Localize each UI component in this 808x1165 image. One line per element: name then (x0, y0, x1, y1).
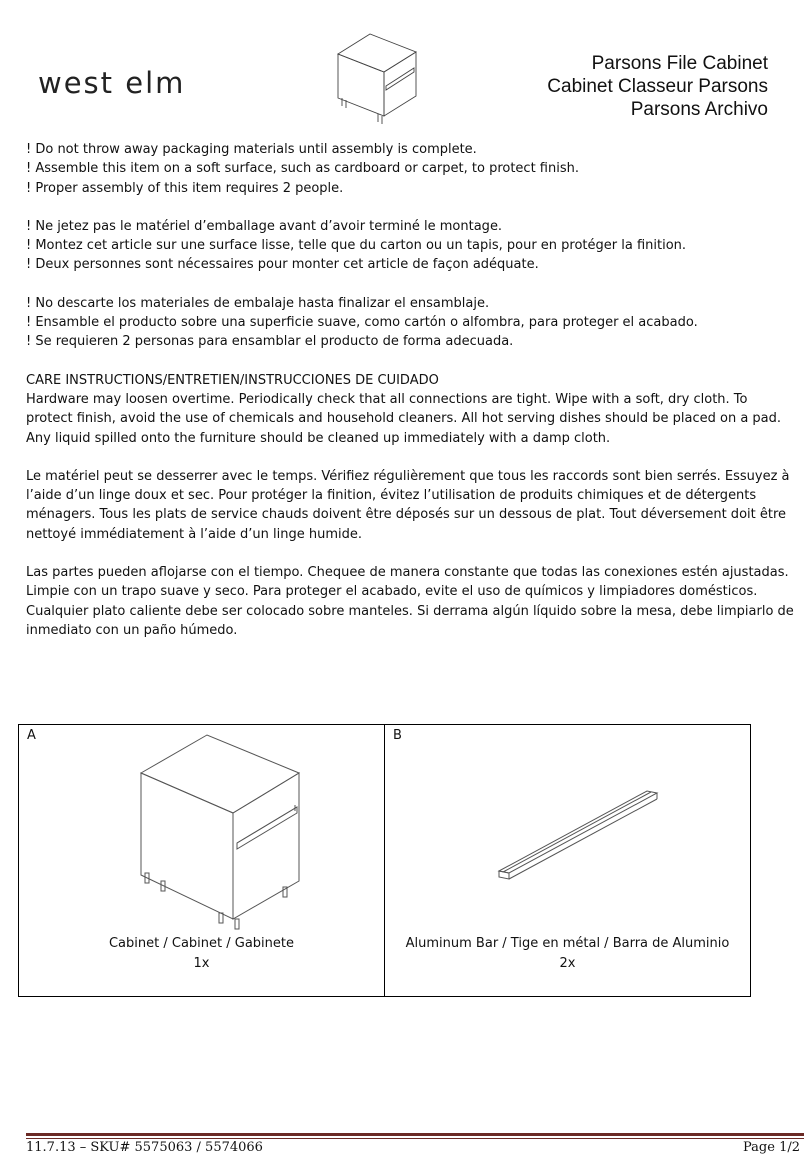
aluminum-bar-icon (493, 785, 663, 885)
care-english (26, 390, 782, 448)
care-spanish (26, 563, 794, 640)
care-line: Las partes pueden aflojarse con el tiempo. Chequee de manera constante que todas las conexiones estén ajustadas. (26, 565, 789, 581)
part-name: Cabinet / Cabinet / Gabinete (108, 936, 294, 951)
warning-line: ! Montez cet article sur une surface lisse, telle que du carton ou un tapis, pour en protéger la finition. (26, 238, 687, 254)
warning-line: ! Proper assembly of this item requires 2 people. (26, 180, 344, 196)
page-number: Page 1/2 (743, 1140, 800, 1155)
part-letter: B (393, 728, 402, 743)
brand-logo: west elm (38, 66, 186, 100)
warning-line: ! Assemble this item on a soft surface, such as cardboard or carpet, to protect finish. (26, 161, 579, 177)
care-line: Any liquid spilled onto the furniture should be cleaned up immediately with a damp cloth. (26, 430, 611, 446)
care-line: inmediato con un paño húmedo. (26, 622, 238, 638)
care-heading: CARE INSTRUCTIONS/ENTRETIEN/INSTRUCCIONES DE CUIDADO (26, 372, 439, 388)
care-line: protect finish, avoid the use of chemicals and household cleaners. All hot serving dishes should be placed on a pad. (26, 411, 782, 427)
warnings-english (26, 140, 771, 198)
cabinet-icon (137, 731, 307, 931)
title-french: Cabinet Classeur Parsons (547, 76, 768, 97)
warning-line: ! Ensamble el producto sobre una superficie suave, como cartón o alfombra, para proteger el acabado. (26, 315, 698, 331)
title-english: Parsons File Cabinet (591, 53, 768, 74)
title-spanish: Parsons Archivo (630, 99, 768, 120)
part-quantity: 1x (193, 956, 210, 971)
warning-line: ! Do not throw away packaging materials until assembly is complete. (26, 142, 477, 157)
warnings-french (26, 217, 771, 275)
title-block (547, 52, 768, 121)
care-line: Le matériel peut se desserrer avec le temps. Vérifiez régulièrement que tous les raccords sont bien serrés. Essuyez à (26, 468, 790, 484)
care-line: Hardware may loosen overtime. Periodically check that all connections are tight. Wipe with a soft, dry cloth. To (26, 391, 748, 407)
part-name: Aluminum Bar / Tige en métal / Barra de Aluminio (405, 936, 730, 951)
footer-rule-thin (26, 1138, 804, 1139)
part-quantity: 2x (559, 956, 576, 971)
care-line: Limpie con un trapo suave y seco. Para proteger el acabado, evite el uso de químicos y limpiadores domésticos. (26, 584, 758, 600)
warning-line: ! Se requieren 2 personas para ensamblar el producto de forma adecuada. (26, 334, 514, 350)
warning-line: ! Ne jetez pas le matériel d’emballage avant d’avoir terminé le montage. (26, 218, 503, 234)
footer-sku: 11.7.13 – SKU# 5575063 / 5574066 (26, 1140, 263, 1155)
parts-table (18, 724, 751, 997)
care-line: nettoyé immédiatement à l’aide d’un linge humide. (26, 526, 362, 542)
warning-line: ! No descarte los materiales de embalaje hasta finalizar el ensamblaje. (26, 295, 490, 311)
part-b (384, 725, 750, 996)
care-line: Cualquier plato caliente debe ser colocado sobre manteles. Si derrama algún líquido sobre la mesa, debe limpiarlo de (26, 603, 794, 619)
part-letter: A (27, 728, 36, 743)
care-line: ménagers. Tous les plats de service chauds doivent être déposés sur un dessous de plat. Tout déversement doit être (26, 507, 787, 523)
warning-line: ! Deux personnes sont nécessaires pour monter cet article de façon adéquate. (26, 257, 539, 273)
care-french (26, 467, 790, 544)
part-a (19, 725, 384, 996)
instructions-body (26, 140, 794, 640)
care-line: l’aide d’un linge doux et sec. Pour protéger la finition, évitez l’utilisation de produits chimiques et de détergents (26, 488, 757, 504)
warnings-spanish (26, 294, 771, 352)
footer-rule (26, 1133, 804, 1136)
cabinet-hero-icon (330, 30, 430, 130)
